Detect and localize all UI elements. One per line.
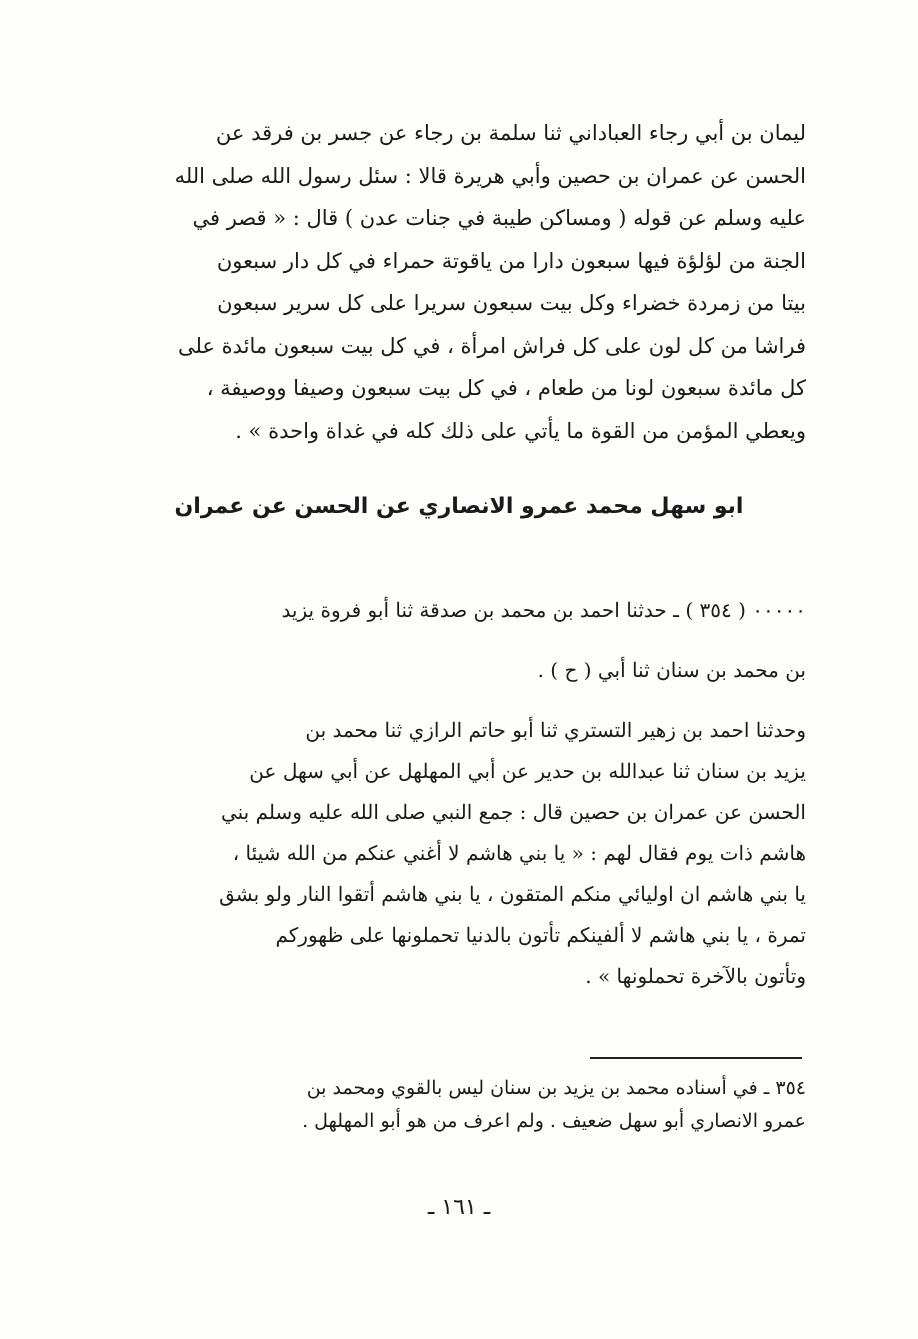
page-number: ـ ١٦١ ـ — [427, 1195, 491, 1220]
footnote — [106, 1072, 806, 1138]
paragraph-1 — [106, 112, 806, 452]
text-line: الجنة من لؤلؤة فيها سبعون دارا من ياقوتة حمراء في كل دار سبعون — [216, 248, 806, 273]
text-line: عليه وسلم عن قوله ( ومساكن طيبة في جنات عدن ) قال : « قصر في — [192, 206, 806, 230]
text-line: الحسن عن عمران بن حصين قال : جمع النبي صلى الله عليه وسلم بني — [220, 800, 806, 824]
paragraph-2 — [106, 580, 806, 700]
footnote-line: ٣٥٤ ـ في أسناده محمد بن يزيد بن سنان ليس بالقوي ومحمد بن — [306, 1077, 806, 1099]
text-line: فراشا من كل لون على كل فراش امرأة ، في كل بيت سبعون مائدة على — [177, 333, 806, 358]
text-line: يزيد بن سنان ثنا عبدالله بن حدير عن أبي المهلهل عن أبي سهل عن — [249, 759, 806, 783]
text-line: الحسن عن عمران بن حصين وأبي هريرة قالا : سئل رسول الله صلى الله — [174, 163, 806, 188]
text-line: يا بني هاشم ان اوليائي منكم المتقون ، يا بني هاشم أتقوا النار ولو بشق — [219, 882, 806, 906]
text-line: وحدثنا احمد بن زهير التستري ثنا أبو حاتم الرازي ثنا محمد بن — [305, 718, 806, 742]
footnote-line: عمرو الانصاري أبو سهل ضعيف . ولم اعرف من هو أبو المهلهل . — [302, 1110, 806, 1132]
text-line: تمرة ، يا بني هاشم لا ألفينكم تأتون بالدنيا تحملونها على ظهوركم — [275, 923, 806, 947]
text-line: كل مائدة سبعون لونا من طعام ، في كل بيت سبعون وصيفا ووصيفة ، — [206, 376, 806, 400]
text-line: وتأتون بالآخرة تحملونها » . — [585, 964, 806, 988]
text-line: ٠٠٠٠٠ ( ٣٥٤ ) ـ حدثنا احمد بن محمد بن صدقة ثنا أبو فروة يزيد — [281, 598, 806, 622]
text-line: ويعطي المؤمن من القوة ما يأتي على ذلك كله في غداة واحدة » . — [235, 418, 806, 443]
text-line: بن محمد بن سنان ثنا أبي ( ح ) . — [537, 658, 806, 682]
section-heading: ابو سهل محمد عمرو الانصاري عن الحسن عن عمران — [174, 494, 744, 519]
text-line: بيتا من زمردة خضراء وكل بيت سبعون سريرا على كل سرير سبعون — [217, 291, 806, 315]
text-line: ليمان بن أبي رجاء العباداني ثنا سلمة بن رجاء عن جسر بن فرقد عن — [215, 121, 806, 145]
paragraph-3 — [106, 710, 806, 997]
footnote-divider — [590, 1057, 802, 1059]
text-line: هاشم ذات يوم فقال لهم : « يا بني هاشم لا أغني عنكم من الله شيئا ، — [232, 841, 806, 865]
